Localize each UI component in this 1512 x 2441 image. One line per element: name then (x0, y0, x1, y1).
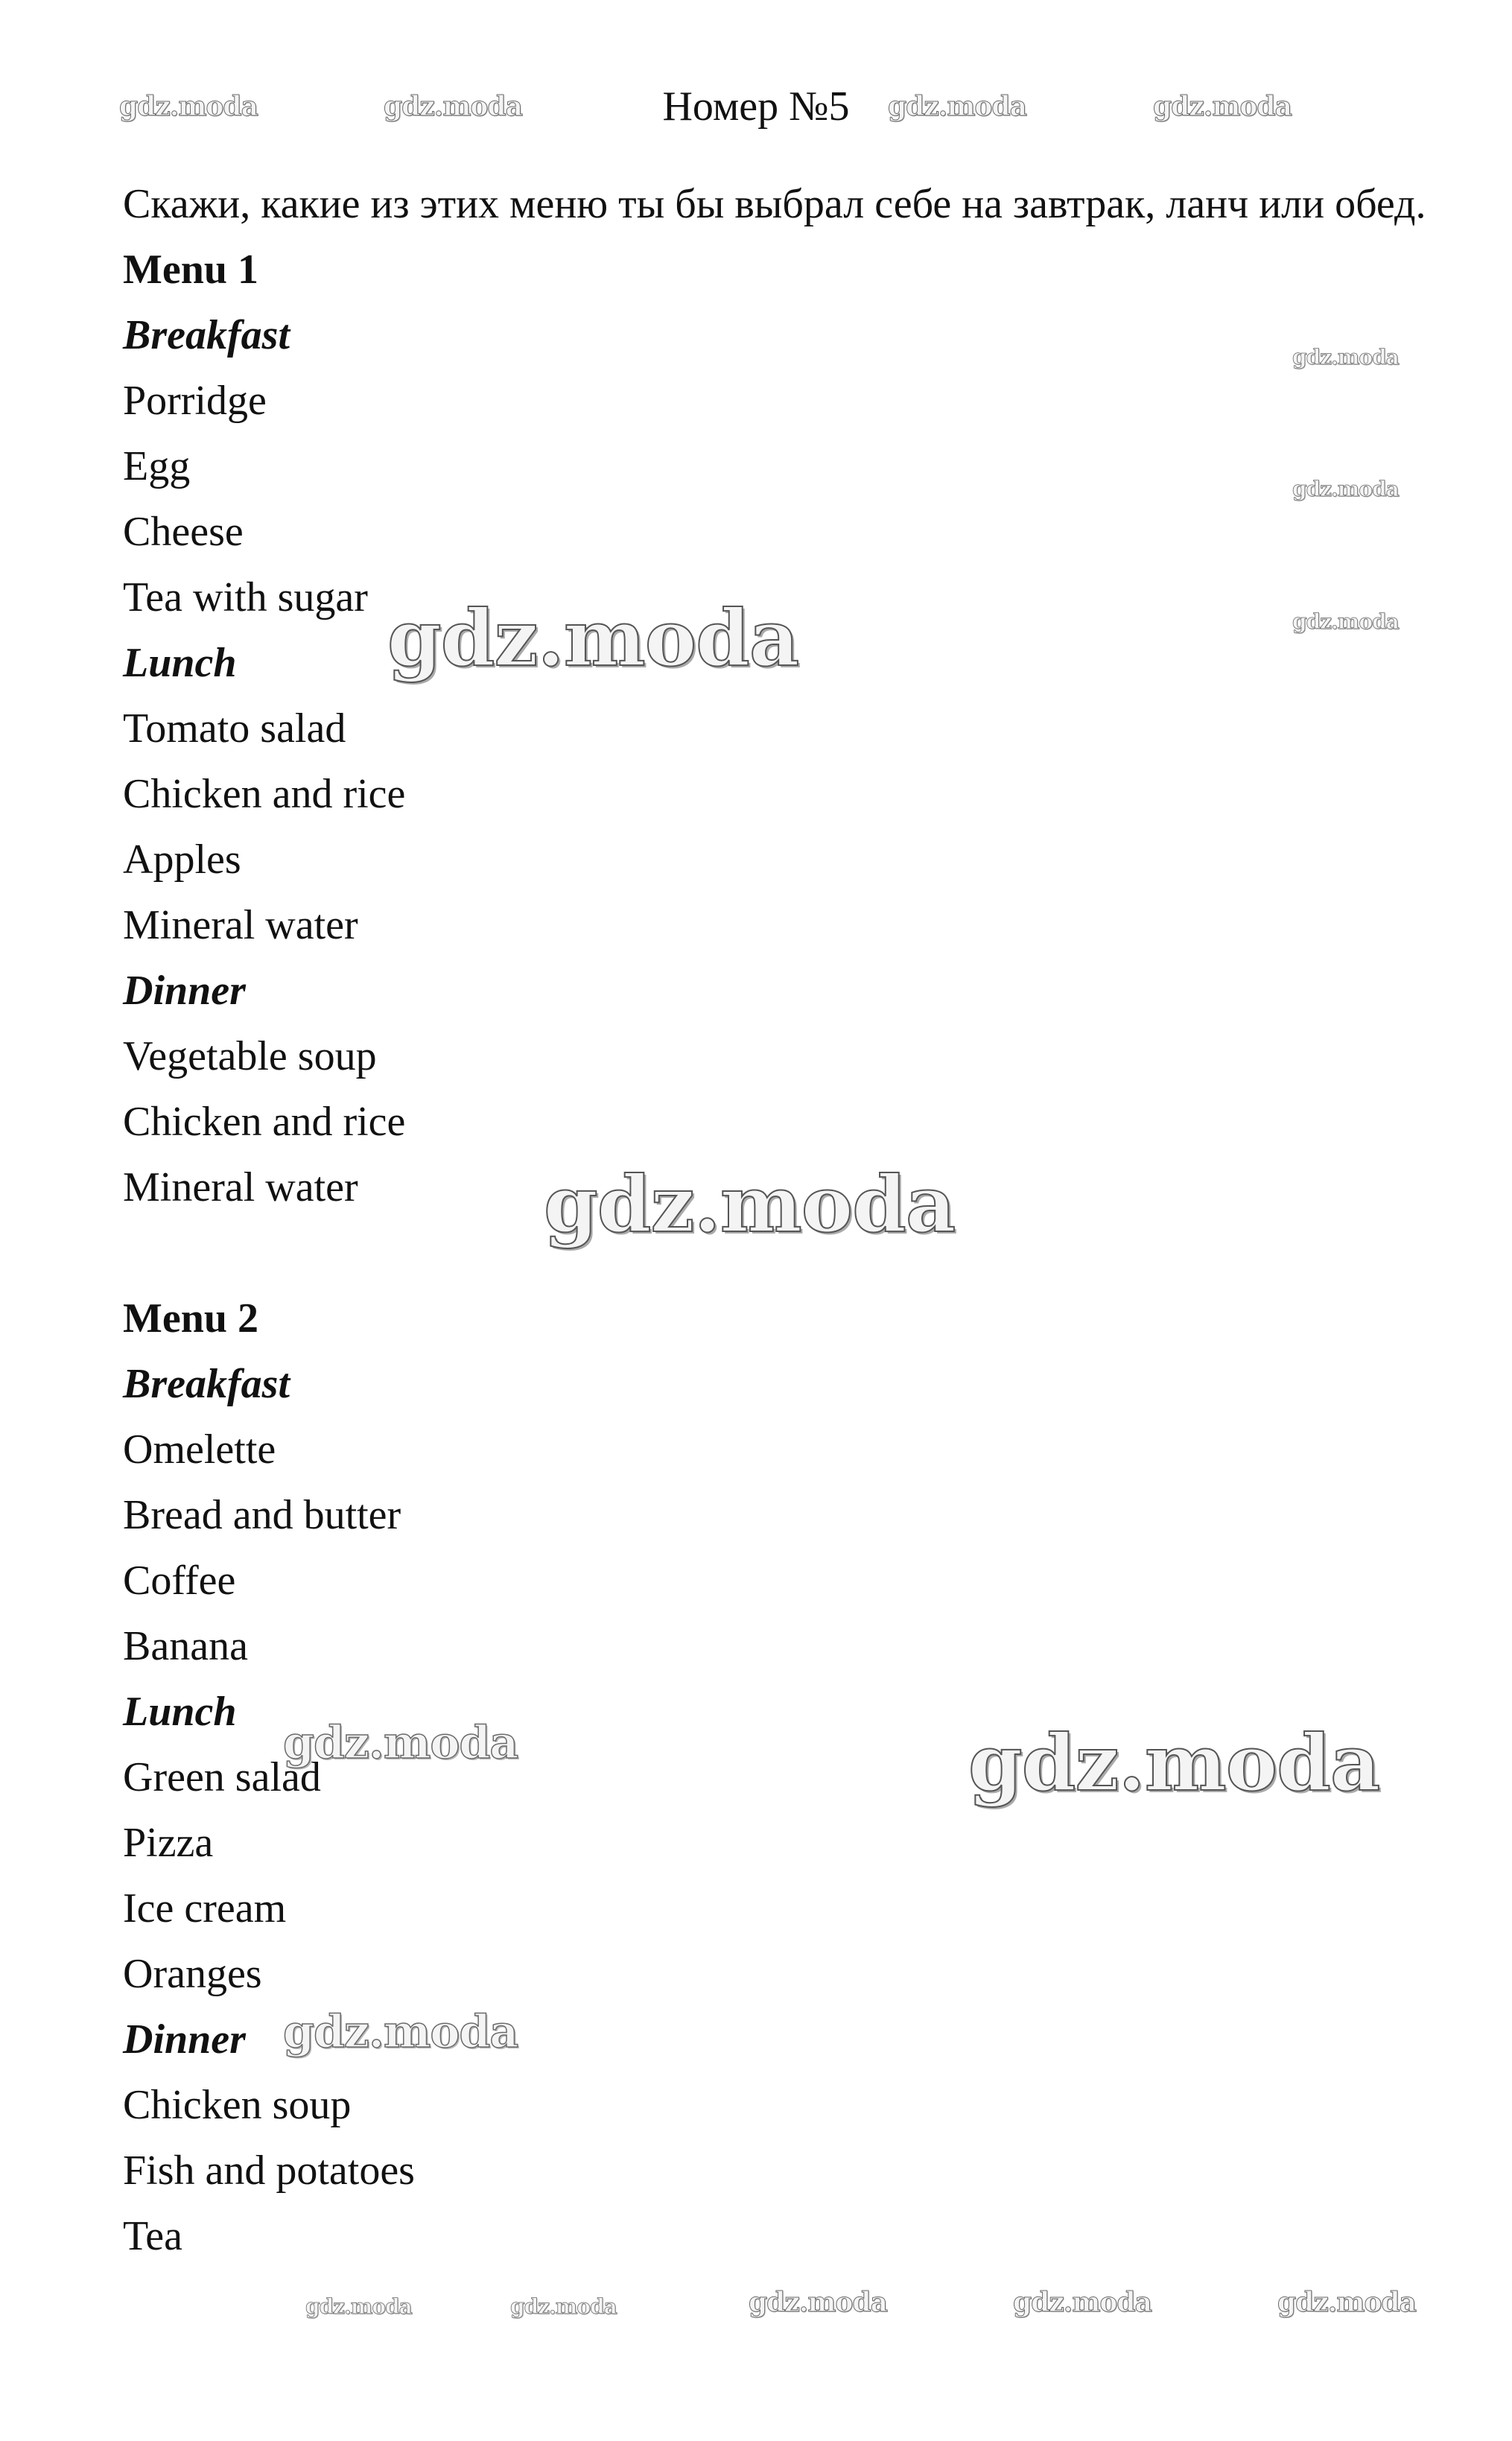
watermark: gdz.moda (968, 1717, 1380, 1809)
menu-1-title: Menu 1 (123, 247, 258, 293)
watermark: gdz.moda (384, 91, 522, 122)
watermark: gdz.moda (1292, 609, 1399, 634)
list-item: Ice cream (123, 1885, 287, 1931)
list-item: Tea with sugar (123, 574, 368, 620)
list-item: Oranges (123, 1951, 262, 1997)
list-item: Banana (123, 1623, 248, 1669)
list-item: Bread and butter (123, 1492, 401, 1538)
watermark: gdz.moda (1013, 2287, 1152, 2318)
watermark: gdz.moda (305, 2294, 412, 2319)
list-item: Apples (123, 837, 241, 883)
list-item: Chicken soup (123, 2082, 352, 2128)
watermark: gdz.moda (119, 91, 258, 122)
list-item: Vegetable soup (123, 1033, 377, 1079)
task-instruction: Скажи, какие из этих меню ты бы выбрал себе на завтрак, ланч или обед. (123, 181, 1426, 227)
menu-1-dinner-heading: Dinner (123, 968, 246, 1014)
menu-2-dinner-heading: Dinner (123, 2016, 246, 2063)
watermark: gdz.moda (1277, 2287, 1416, 2318)
list-item: Chicken and rice (123, 1099, 406, 1145)
watermark: gdz.moda (544, 1158, 956, 1250)
list-item: Mineral water (123, 902, 358, 948)
watermark: gdz.moda (1153, 91, 1292, 122)
watermark: gdz.moda (888, 91, 1026, 122)
list-item: Egg (123, 443, 191, 489)
list-item: Porridge (123, 378, 267, 424)
menu-2-lunch-heading: Lunch (123, 1689, 237, 1735)
watermark: gdz.moda (283, 1717, 518, 1769)
list-item: Tomato salad (123, 705, 346, 752)
list-item: Cheese (123, 509, 244, 555)
list-item: Tea (123, 2213, 183, 2259)
menu-2-title: Menu 2 (123, 1295, 258, 1342)
list-item: Coffee (123, 1558, 236, 1604)
watermark: gdz.moda (1292, 477, 1399, 501)
menu-2-breakfast-heading: Breakfast (123, 1361, 290, 1407)
list-item: Fish and potatoes (123, 2148, 415, 2194)
menu-1-lunch-heading: Lunch (123, 640, 237, 686)
list-item: Omelette (123, 1426, 276, 1473)
watermark: gdz.moda (749, 2287, 887, 2318)
list-item: Green salad (123, 1754, 321, 1800)
watermark: gdz.moda (1292, 345, 1399, 369)
list-item: Mineral water (123, 1164, 358, 1210)
menu-1-breakfast-heading: Breakfast (123, 312, 290, 358)
page-title: Номер №5 (662, 83, 850, 130)
watermark: gdz.moda (510, 2294, 617, 2319)
list-item: Pizza (123, 1820, 214, 1866)
watermark: gdz.moda (387, 592, 799, 684)
watermark: gdz.moda (283, 2006, 518, 2058)
list-item: Chicken and rice (123, 771, 406, 817)
